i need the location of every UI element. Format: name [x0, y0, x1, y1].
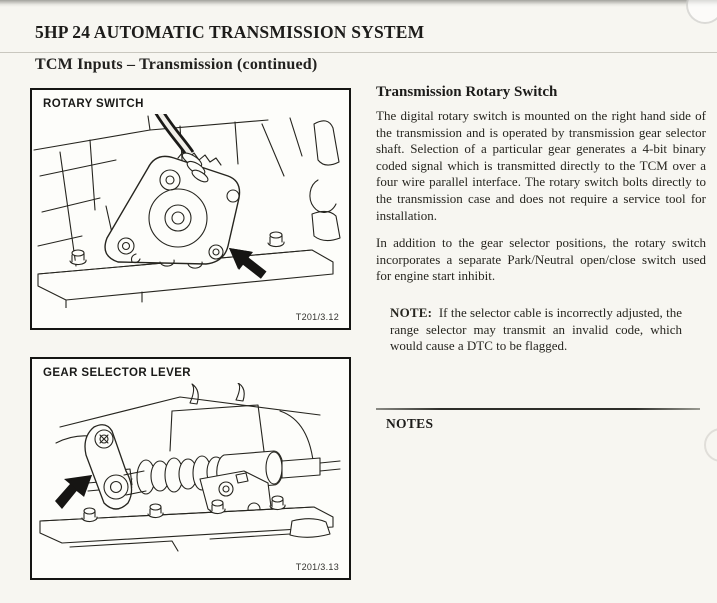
- notes-section: [376, 408, 706, 432]
- figure-rotary-switch: [30, 88, 351, 330]
- article-paragraph: In addition to the gear selector positions, the rotary switch incorporates a separate Park/Neutral open/close switch used for engine start inhibit.: [376, 235, 706, 284]
- figure-caption: T201/3.12: [295, 312, 339, 322]
- note-label: NOTE:: [390, 304, 433, 320]
- notes-heading: NOTES: [386, 416, 434, 431]
- figure-label: ROTARY SWITCH: [43, 98, 144, 110]
- binder-hole-artifact: [686, 0, 717, 24]
- figure-caption: T201/3.13: [295, 562, 339, 572]
- scan-edge-shadow: [0, 0, 717, 7]
- gear-selector-illustration: [32, 383, 345, 559]
- section-subtitle: TCM Inputs – Transmission (continued): [35, 56, 318, 73]
- article-column: [376, 84, 706, 355]
- article-heading: Transmission Rotary Switch: [376, 84, 558, 100]
- article-paragraph: The digital rotary switch is mounted on the right hand side of the transmission and is operated by transmission gear selector shaft. Selection of a particular gear generates a 4-bit binary coded signal which is transmitted directly to the TCM over a four wire parallel interface. The rotary switch bolts directly to the transmission case and does not require a service tool for installation.: [376, 108, 706, 223]
- gear-selector-lever-assembly: [85, 425, 146, 509]
- page-title: 5HP 24 AUTOMATIC TRANSMISSION SYSTEM: [35, 22, 425, 42]
- notes-divider: [376, 408, 700, 410]
- rotary-switch-illustration: [32, 114, 345, 308]
- note-paragraph: [390, 305, 706, 355]
- title-divider: [0, 52, 717, 53]
- scan-arc-artifact: [704, 428, 717, 462]
- rotary-switch-body: [105, 152, 239, 268]
- note-text: If the selector cable is incorrectly adjusted, the range selector may transmit an invalid code, which would cause a DTC to be flagged.: [390, 304, 682, 354]
- figure-label: GEAR SELECTOR LEVER: [43, 367, 191, 379]
- figure-gear-selector-lever: [30, 357, 351, 580]
